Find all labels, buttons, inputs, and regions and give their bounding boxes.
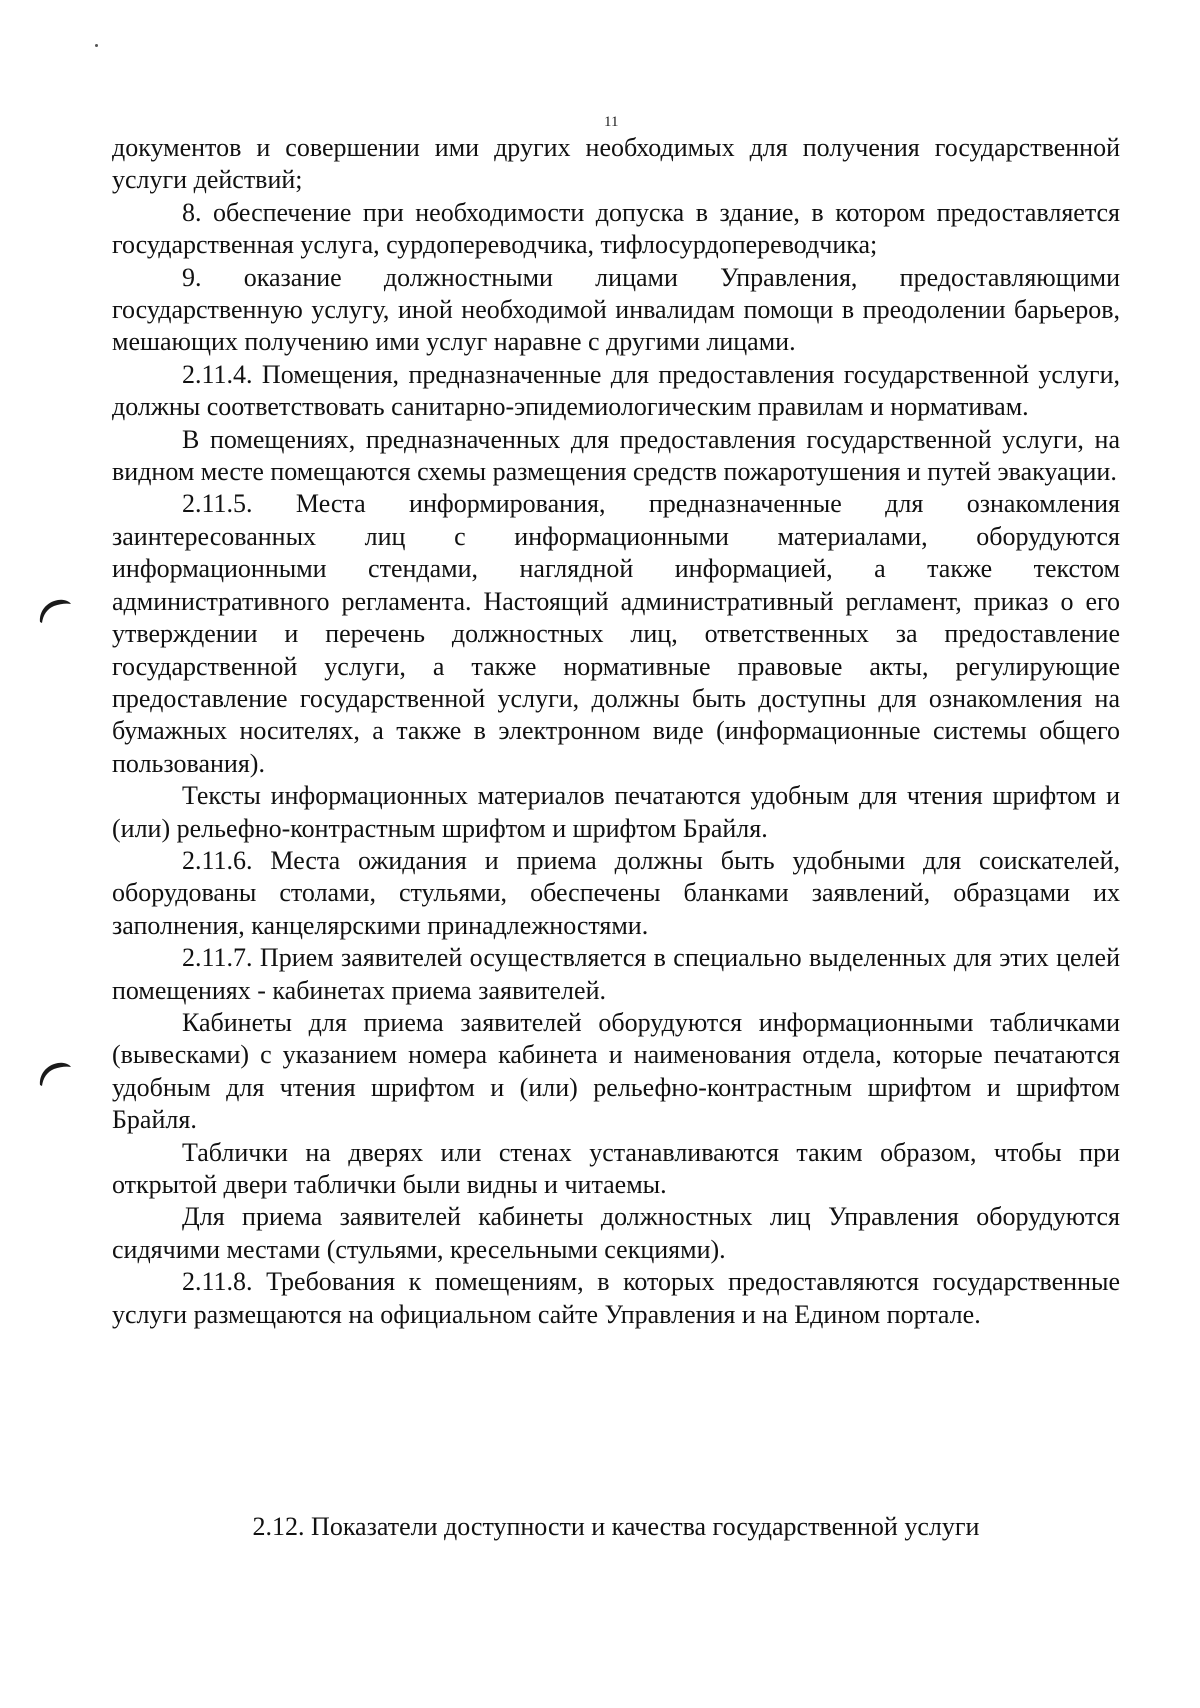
paragraph: 2.11.7. Прием заявителей осуществляется в специально выделенных для этих целей помещениях - кабинетах приема заявителей. — [112, 943, 1120, 1005]
paragraph: 2.11.5. Места информирования, предназначенные для ознакомления заинтересованных лиц с информационными материалами, оборудуются информационными стендами, наглядной информацией, а также текстом административного регламента. Настоящий административный регламент, приказ о его утверждении и перечень должностных лиц, ответственных за предоставление государственной услуги, а также нормативные правовые акты, регулирующие предоставление государственной услуги, должны быть доступны для ознакомления на бумажных носителях, а также в электронном виде (информационные системы общего пользования). — [112, 489, 1120, 778]
hole-punch-mark-icon — [34, 590, 74, 630]
paragraph: 2.11.8. Требования к помещениям, в которых предоставляются государственные услуги размещаются на официальном сайте Управления и на Едином портале. — [112, 1267, 1120, 1329]
paragraph: документов и совершении ими других необходимых для получения государственной услуги действий; — [112, 133, 1120, 195]
section-heading: 2.12. Показатели доступности и качества государственной услуги — [252, 1512, 980, 1541]
paragraph: Кабинеты для приема заявителей оборудуются информационными табличками (вывесками) с указанием номера кабинета и наименования отдела, которые печатаются удобным для чтения шрифтом и (или) рельефно-контрастным шрифтом и шрифтом Брайля. — [112, 1007, 1120, 1135]
paragraph: 2.11.4. Помещения, предназначенные для предоставления государственной услуги, должны соответствовать санитарно-эпидемиологическим правилам и нормативам. — [112, 359, 1120, 422]
hole-punch-mark-icon — [34, 1053, 74, 1093]
scan-speck — [95, 44, 98, 47]
paragraph: 2.11.6. Места ожидания и приема должны быть удобными для соискателей, оборудованы столами, стульями, обеспечены бланками заявлений, образцами их заполнения, канцелярскими принадлежностями. — [112, 845, 1120, 940]
paragraph: В помещениях, предназначенных для предоставления государственной услуги, на видном месте помещаются схемы размещения средств пожаротушения и путей эвакуации. — [112, 424, 1120, 487]
paragraph: 9. оказание должностными лицами Управления, предоставляющими государственную услугу, иной необходимой инвалидам помощи в преодолении барьеров, мешающих получению ими услуг наравне с другими лицами. — [112, 262, 1120, 357]
paragraph: Таблички на дверях или стенах устанавливаются таким образом, чтобы при открытой двери таблички были видны и читаемы. — [112, 1137, 1120, 1199]
paragraph: Для приема заявителей кабинеты должностных лиц Управления оборудуются сидячими местами (стульями, кресельными секциями). — [112, 1202, 1120, 1264]
body-text — [112, 132, 1120, 1331]
page-number: 11 — [604, 114, 619, 130]
paragraph: Тексты информационных материалов печатаются удобным для чтения шрифтом и (или) рельефно-контрастным шрифтом и шрифтом Брайля. — [112, 781, 1120, 843]
paragraph: 8. обеспечение при необходимости допуска в здание, в котором предоставляется государственная услуга, сурдопереводчика, тифлосурдопереводчика; — [112, 197, 1120, 260]
